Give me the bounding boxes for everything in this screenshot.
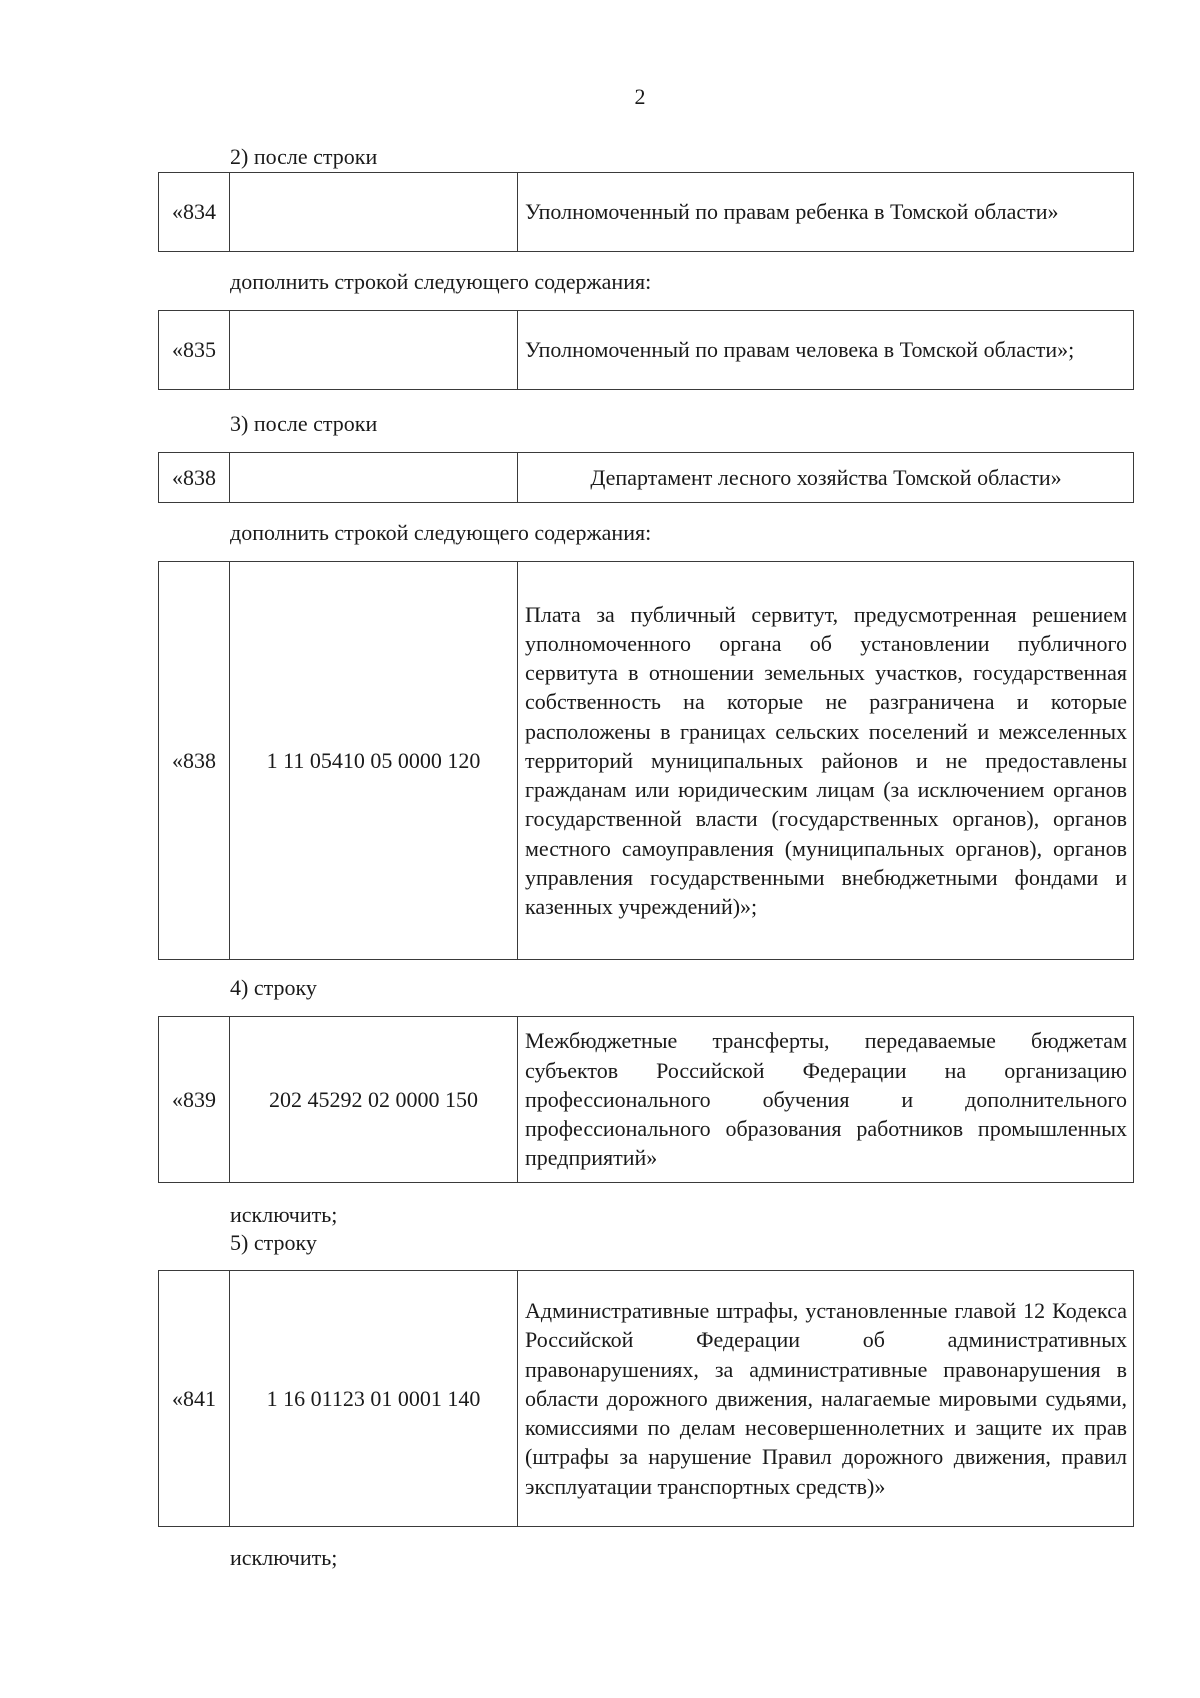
row-number: «834 — [159, 173, 230, 252]
row-number: «841 — [159, 1271, 230, 1527]
row-code: 1 11 05410 05 0000 120 — [230, 562, 518, 960]
row-code — [230, 453, 518, 503]
row-name: Межбюджетные трансферты, передаваемые бюджетам субъектов Российской Федерации на организацию профессионального обучения и дополнительного профессионального образования работников промышленных предприятий» — [518, 1017, 1134, 1183]
page-number: 2 — [634, 84, 646, 109]
row-name: Департамент лесного хозяйства Томской области» — [518, 453, 1134, 503]
row-name: Плата за публичный сервитут, предусмотренная решением уполномоченного органа об установлении публичного сервитута в отношении земельных участков, государственная собственность на которые не разграничена и которые расположены в границах сельских поселений и межселенных территорий муниципальных районов и не предоставлены гражданам или юридическим лицам (за исключением органов государственной власти (государственных органов), органов местного самоуправления (муниципальных органов), органов управления государственными внебюджетными фондами и казенных учреждений)»; — [518, 562, 1134, 960]
section-2-add-text: дополнить строкой следующего содержания: — [230, 269, 652, 294]
table-row-835 — [158, 310, 1134, 390]
row-name: Уполномоченный по правам ребенка в Томской области» — [518, 173, 1134, 252]
section-4-intro: 4) строку — [230, 975, 317, 1000]
table-row-839 — [158, 1016, 1134, 1183]
row-number: «839 — [159, 1017, 230, 1183]
table-row-834 — [158, 172, 1134, 252]
section-3-intro: 3) после строки — [230, 411, 378, 436]
row-number: «838 — [159, 453, 230, 503]
table-row-841 — [158, 1270, 1134, 1527]
row-name: Уполномоченный по правам человека в Томской области»; — [518, 311, 1134, 390]
row-name: Административные штрафы, установленные главой 12 Кодекса Российской Федерации об административных правонарушениях, за административные правонарушения в области дорожного движения, налагаемые мировыми судьями, комиссиями по делам несовершеннолетних и защите их прав (штрафы за нарушение Правил дорожного движения, правил эксплуатации транспортных средств)» — [518, 1271, 1134, 1527]
table-row-838-before — [158, 452, 1134, 503]
row-code — [230, 173, 518, 252]
table-row-838-new — [158, 561, 1134, 960]
section-2-intro: 2) после строки — [230, 144, 378, 169]
row-number: «838 — [159, 562, 230, 960]
row-code: 1 16 01123 01 0001 140 — [230, 1271, 518, 1527]
row-code — [230, 311, 518, 390]
section-3-add-text: дополнить строкой следующего содержания: — [230, 520, 652, 545]
section-5-exclude: исключить; — [230, 1545, 338, 1570]
row-number: «835 — [159, 311, 230, 390]
section-5-intro: 5) строку — [230, 1230, 317, 1255]
section-4-exclude: исключить; — [230, 1202, 338, 1227]
row-code: 202 45292 02 0000 150 — [230, 1017, 518, 1183]
